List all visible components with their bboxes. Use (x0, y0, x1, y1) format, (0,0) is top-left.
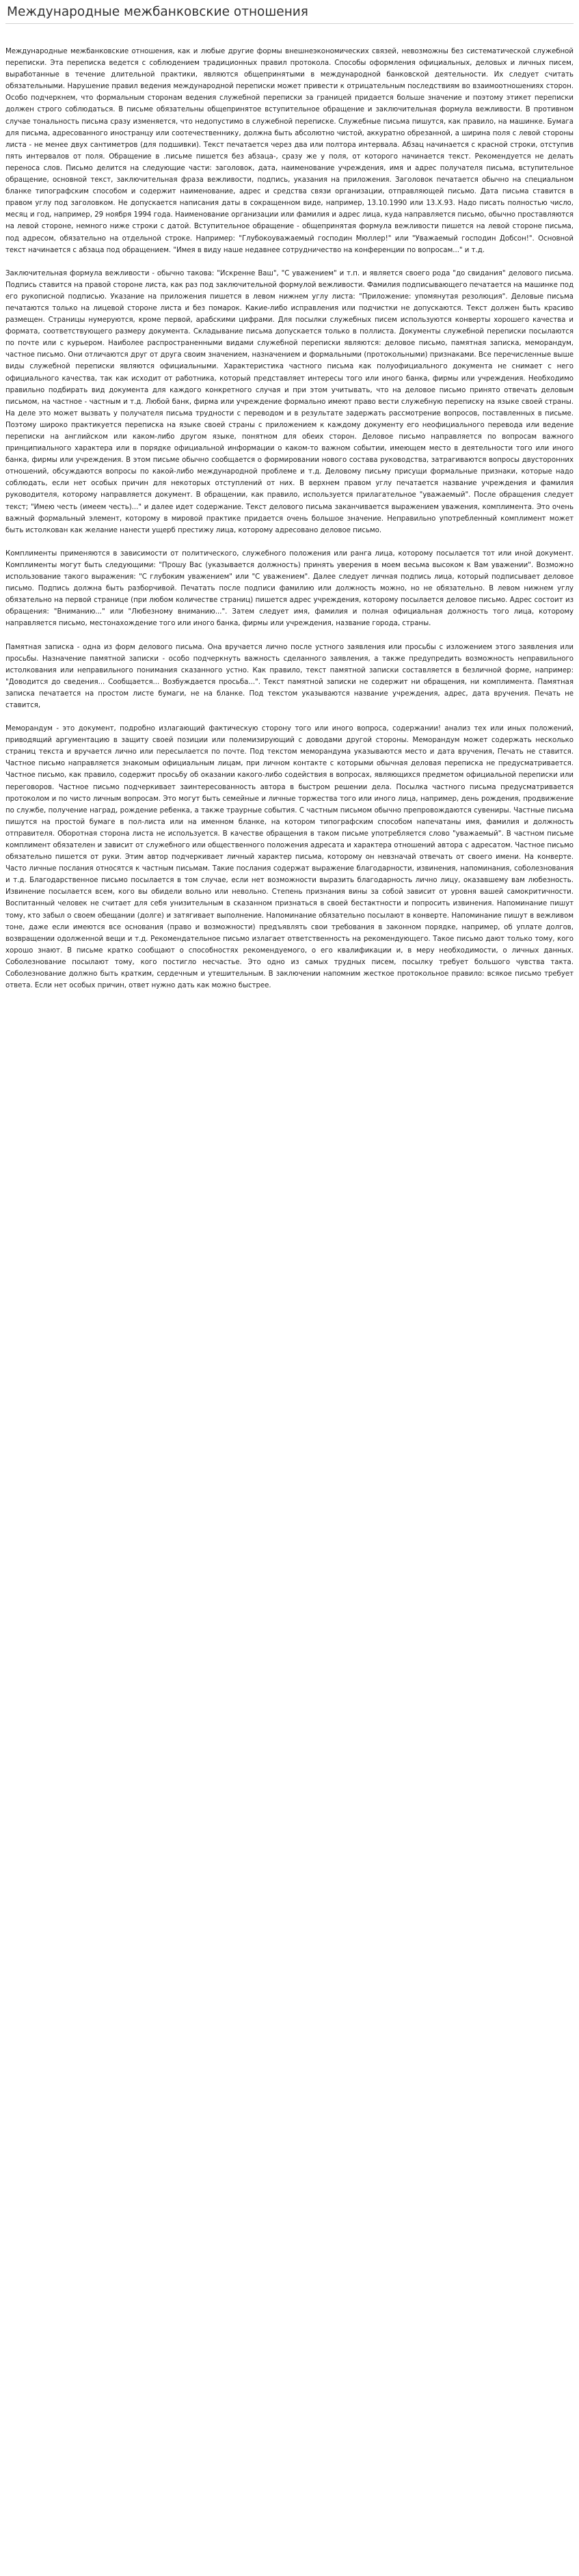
paragraph-intro: Международные межбанковские отношения, как и любые другие формы внешнеэкономических связей, невозможны без систематической служебной переписки. Эта переписка ведется с соблюдением традиционных правил протокола. Способы оформления официальных, деловых и личных писем, выработанные в течение длительной практики, являются общепринятыми в международной банковской деятельности. Их следует считать обязательными. Нарушение правил ведения международной переписки может привести к отрицательным последствиям во взаимоотношениях сторон. Особо подчеркнем, что формальным сторонам ведения служебной переписки за границей придается больше значение и поэтому этикет переписки должен строго соблюдаться. В письме обязательны общепринятое вступительное обращение и заключительная формула вежливости. В противном случае тональность письма сразу изменяется, что недопустимо в служебной переписке. Служебные письма пишутся, как правило, на машинке. Бумага для письма, адресованного иностранцу или соотечественнику, должна быть абсолютно чистой, аккуратно обрезанной, а ширина поля с левой стороны листа - не менее двух сантиметров (для подшивки). Текст печатается через два или полтора интервала. Абзац начинается с красной строки, отступив пять интервалов от поля. Обращение в .письме пишется без абзаца-, сразу же у поля, от которого начинается текст. Рекомендуется не делать переноса слов. Письмо делится на следующие части: заголовок, дата, наименование учреждения, имя и адрес получателя письма, вступительное обращение, основной текст, заключительная фраза вежливости, подпись, указания на приложения. Заголовок печатается обычно на специальном бланке типографским способом и содержит наименование, адрес и средства связи организации, отправляющей письмо. Дата письма ставится в правом углу под заголовком. Не допускается написания даты в сокращенном виде, например, 13.10.1990 или 13.Х.93. Надо писать полностью число, месяц и год, например, 29 ноября 1994 года. Наименование организации или фамилия и адрес лица, куда направляется письмо, обычно проставляются на левой стороне, немного ниже строки с датой. Вступительное обращение - общепринятая формула вежливости пишется на левой стороне письма, под адресом, обязательно на отдельной строке. Например: "Глубокоуважаемый господин Мюллер!" или "Уважаемый господин Добсон!". Основной текст начинается с абзаца под обращением. "Имея в виду наше недавнее сотрудничество на конференции по вопросам..." и т.д. (5, 48, 574, 254)
paragraph-compliments: Комплименты применяются в зависимости от политического, служебного положения или ранга лица, которому посылается тот или иной документ. Комплименты могут быть следующими: "Прошу Вас (указывается должность) принять уверения в моем весьма высоком к Вам уважении". Возможно использование такого выражения: "С глубоким уважением" или "С уважением". Далее следует личная подпись лица, который подписывает деловое письмо. Подпись должна быть разборчивой. Печатать после подписи фамилию или должность можно, но не обязательно. В левом нижнем углу обязательно на первой странице (при любом количестве страниц) пишется адрес учреждения, которому посылается деловое письмо. Адрес состоит из обращения: "Вниманию..." или "Любезному вниманию...". Затем следует имя, фамилия и полная официальная должность того лица, которому направляется письмо, местонахождение того или иного банка, фирмы или учреждения, название города, страны. (5, 549, 574, 628)
paragraph-memorandum: Меморандум - это документ, подробно излагающий фактическую сторону того или иного вопроса, содержании! анализ тех или иных положений, приводящий аргументацию в защиту своей позиции или полемизирующий с доводами другой стороны. Меморандум может содержать несколько страниц текста и вручается лично или пересылается по почте. Под текстом меморандума указываются место и дата вручения, Печать не ставится. Частное письмо направляется знакомым официальным лицам, при личном контакте с которыми обычная деловая переписка не предусматривается. Частное письмо, как правило, содержит просьбу об оказании какого-либо содействия в вопросах, являющихся предметом официальной переписки или переговоров. Частное письмо подчеркивает заинтересованность автора в быстром решении дела. Посылка частного письма предусматривается протоколом и по чисто личным вопросам. Это могут быть семейные и личные торжества того или иного лица, например, день рождения, продвижение по службе, получение наград, рождение ребенка, а также траурные события. С частным письмом обычно препровождаются сувениры. Частные письма пишутся на простой бумаге в пол-листа или на именном бланке, на котором типографским способом напечатаны имя, фамилия и должность отправителя. Оборотная сторона листа не используется. В качестве обращения в таком письме употребляется слово "уважаемый". В частном письме комплимент обязателен и зависит от служебного или общественного положения адресата и характера отношений автора с адресатом. Частное письмо обязательно пишется от руки. Этим автор подчеркивает личный характер письма, которому он невзначай отвечать от своего имени. На конверте. Часто личные послания относятся к частным письмам. Такие послания содержат выражение благодарности, извинения, напоминания, соболезнования и т.д. Благодарственное письмо посылается в том случае, если нет возможности выразить благодарность лично лицу, оказавшему вам любезность. Извинение посылается всем, кого вы обидели вольно или невольно. Степень признания вины за собой зависит от уровня вашей самокритичности. Воспитанный человек не считает для себя унизительным в сказанном признаться в своей бестактности и попросить извинения. Напоминание пишут тому, кто забыл о своем обещании (долге) и затягивает выполнение. Напоминание обязательно посылают в конверте. Напоминание пишут в вежливом тоне, даже если имеются все основания (право и возможности) предъявлять свои требования в законном порядке, например, об уплате долгов, возвращении одолженной вещи и т.д. Рекомендательное письмо излагает ответственность на рекомендующего. Такое письмо дают только тому, кого хорошо знают. В письме кратко сообщают о способностях рекомендуемого, о его квалификации и, в меру необходимости, о личных данных. Соболезнование посылают тому, кого постигло несчастье. Это одно из самых трудных писем, посылку требует большого чувства такта. Соболезнование должно быть кратким, сердечным и утешительным. В заключении напомним жесткое протокольное правило: всякое письмо требует ответа. Если нет особых причин, ответ нужно дать как можно быстрее. (5, 725, 574, 990)
title-divider (5, 23, 574, 24)
article-body (5, 46, 574, 991)
paragraph-closing-formula: Заключительная формула вежливости - обычно такова: "Искренне Ваш", "С уважением" и т.п. и является своего рода "до свидания" делового письма. Подпись ставится на правой стороне листа, как раз под заключительной формулой вежливости. Фамилия подписывающего печатается на машинке под его рукописной подписью. Указание на приложения пишется в левом нижнем углу листа: "Приложение: упомянутая резолюция". Деловые письма печатаются только на лицевой стороне листа и без помарок. Какие-либо исправления или подчистки не допускаются. Текст должен быть красиво размещен. Страницы нумеруются, кроме первой, арабскими цифрами. Для посылки служебных писем используются конверты хорошего качества и формата, соответствующего размеру документа. Складывание письма допускается только в поллиста. Документы служебной переписки посылаются по почте или с курьером. Наиболее распространенными видами служебной переписки являются: деловое письмо, памятная записка, меморандум, частное письмо. Они отличаются друг от друга своим значением, назначением и формальными (протокольными) признаками. Все перечисленные выше виды служебной переписки являются официальными. Характеристика частного письма как полуофициального документа не снимает с него официального качества, так как исходит от работника, который представляет интересы того или иного банка, фирмы или учреждения. Необходимо правильно подбирать вид документа для каждого конкретного случая и при этом учитывать, что на деловое письмо принято отвечать деловым письмом, на частное - частным и т.д. Любой банк, фирма или учреждение формально имеют право вести служебную переписку на языке своей страны. На деле это может вызвать у получателя письма трудности с переводом и в результате задержать рассмотрение вопросов, поставленных в письме. Поэтому широко практикуется переписка на языке своей страны с приложением к каждому документу его неофициального перевода или ведение переписки на английском или каком-либо другом языке, понятном для обеих сторон. Деловое письмо направляется по вопросам важного принципиального характера или в порядке официальной информации о каком-то важном событии, имеющем место в деятельности того или иного банка, фирмы или учреждения. В этом письме обычно сообщается о формировании нового состава руководства, затрагиваются вопросы двусторонних отношений, обсуждаются вопросы по какой-либо международной проблеме и т.д. Деловому письму присущи формальные признаки, которые надо соблюдать, если нет особых причин для некоторых отступлений от них. В верхнем правом углу печатается название учреждения и фамилия руководителя, которому направляется документ. В обращении, как правило, используется прилагательное "уважаемый". После обращения следует текст; "Имею честь (имеем честь)..." и далее идет содержание. Текст делового письма заканчивается выражением уважения, комплимента. Это очень важный формальный элемент, которому в мировой практике придается очень большое значение. Неправильно употребленный комплимент может быть истолкован как желание нанести ущерб престижу лица, которому адресовано деловое письмо. (5, 269, 574, 534)
page-title: Международные межбанковские отношения (7, 5, 308, 19)
paragraph-memo-note: Памятная записка - одна из форм делового письма. Она вручается лично после устного заявления или просьбы с изложением этого заявления или просьбы. Назначение памятной записки - особо подчеркнуть важность сделанного заявления, а также предупредить возможность неправильного истолкования или неправильного понимания сказанного устно. Как правило, текст памятной записки составляется в безличной форме, например: "Доводится до сведения... Сообщается... Возбуждается просьба...". Текст памятной записки не содержит ни обращения, ни комплимента. Памятная записка печатается на простом листе бумаги, не на бланке. Под текстом указываются название учреждения, адрес, дата вручения. Печать не ставится, (5, 643, 574, 709)
